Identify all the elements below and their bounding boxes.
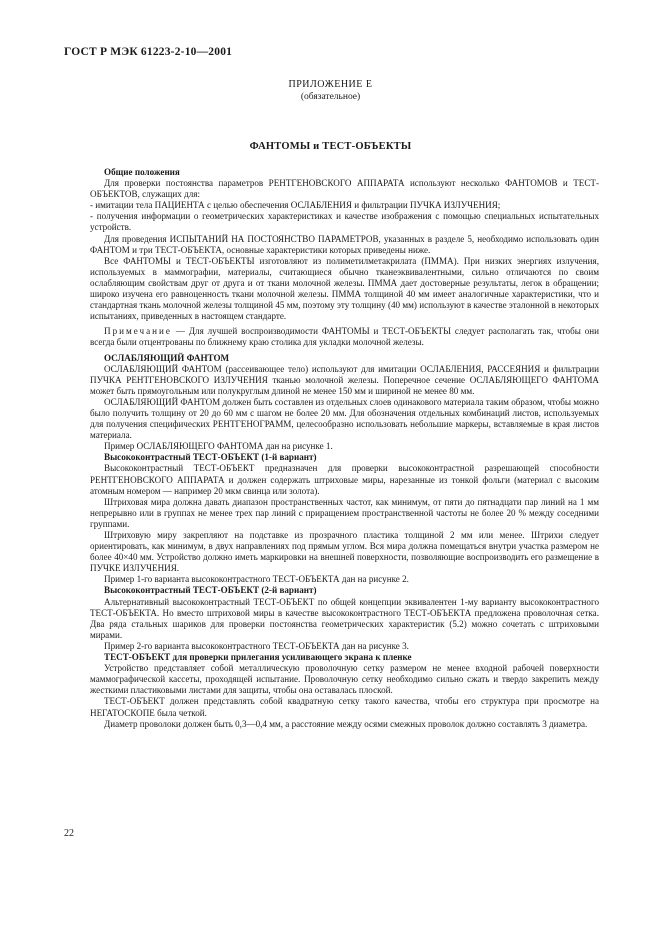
paragraph: Пример ОСЛАБЛЯЮЩЕГО ФАНТОМА дан на рисунке 1. (104, 441, 333, 452)
note-text: — Для лучшей воспроизводимости ФАНТОМЫ и ТЕСТ-ОБЪЕКТЫ следует располагать так, чтобы они всегда были отцентрованы по ближнему краю столика для укладки молочной железы. (90, 326, 599, 348)
general-heading: Общие положения (104, 167, 180, 177)
paragraph: Высококонтрастный ТЕСТ-ОБЪЕКТ предназначен для проверки высококонтрастной разрешающей способности РЕНТГЕНОВСКОГО АППАРАТА и должен содержать штриховые миры, нарезанные из тонкой фольги (материал с высоким атомным номером — например 20 мкм свинца или золота). (90, 463, 599, 496)
high-contrast-1-heading: Высококонтрастный ТЕСТ-ОБЪЕКТ (1-й вариант) (104, 452, 317, 463)
paragraph: Устройство представляет собой металлическую проволочную сетку размером не менее входной рабочей поверхности маммографической кассеты, проходящей испытание. Проволочную сетку необходимо сильно сжать и твердо закрепить между жесткими пластиковыми листами для защиты, чтобы она оставалась плоской. (90, 663, 599, 696)
paragraph: Штриховая мира должна давать диапазон пространственных частот, как минимум, от пяти до пятнадцати пар линий на 1 мм непрерывно или в группах не менее трех пар линий с приращением пространственной частоты не более 20 % между соседними группами. (90, 496, 599, 529)
screen-contact-heading: ТЕСТ-ОБЪЕКТ для проверки прилегания усиливающего экрана к пленке (104, 652, 412, 663)
note-label: Примечание (104, 326, 172, 337)
document-header: ГОСТ Р МЭК 61223-2-10—2001 (64, 46, 233, 58)
page-number: 22 (64, 828, 74, 839)
high-contrast-2-heading: Высококонтрастный ТЕСТ-ОБЪЕКТ (2-й вариант) (104, 585, 317, 596)
document-body (90, 167, 599, 730)
appendix-title: ПРИЛОЖЕНИЕ Е (288, 79, 373, 90)
paragraph: Пример 1-го варианта высококонтрастного ТЕСТ-ОБЪЕКТА дан на рисунке 2. (104, 574, 409, 585)
paragraph: Альтернативный высококонтрастный ТЕСТ-ОБЪЕКТ по общей концепции эквивалентен 1-му варианту высококонтрастного ТЕСТ-ОБЪЕКТА. Но вместо штриховой миры в качестве высококонтрастного ТЕСТ-ОБЪЕКТА предложена проволочная сетка. Два ряда стальных шариков для проверки постоянства геометрических характеристик (5.2) можно сочетать с штриховыми мирами. (90, 596, 599, 640)
paragraph: ТЕСТ-ОБЪЕКТ должен представлять собой квадратную сетку такого качества, чтобы его структура при просмотре на НЕГАТОСКОПЕ была четкой. (90, 696, 599, 718)
paragraph: Для проверки постоянства параметров РЕНТГЕНОВСКОГО АППАРАТА используют несколько ФАНТОМОВ и ТЕСТ-ОБЪЕКТОВ, служащих для: (90, 178, 599, 200)
paragraph: ОСЛАБЛЯЮЩИЙ ФАНТОМ должен быть составлен из отдельных слоев одинакового материала таким образом, чтобы можно было получить толщину от 20 до 60 мм с шагом не более 20 мм. Для обозначения отдельных комбинаций листов, используемых для получения специфических РЕНТГЕНОГРАММ, целесообразно использовать небольшие маркеры, вставляемые в края листов материала. (90, 396, 599, 441)
paragraph: Диаметр проволоки должен быть 0,3—0,4 мм, а расстояние между осями смежных проволок должно составлять 3 диаметра. (104, 718, 588, 729)
paragraph: Все ФАНТОМЫ и ТЕСТ-ОБЪЕКТЫ изготовляют из полиметилметакрилата (ПММА). При низких энергиях излучения, используемых в маммографии, материалы, считающиеся обычно тканеэквивалентными, сильно отличаются по своим ослабляющим свойствам друг от друга и от ткани молочной железы. ПММА дает достоверные результаты, легок в обращении; широко изучена его равноценность ткани молочной железы. ПММА толщиной 40 мм имеет аналогичные характеристики, что и стандартная ткань молочной железы толщиной 45 мм, поэтому эту толщину (40 мм) используют в качестве эталонной в некоторых испытаниях, приведенных в настоящем стандарте. (90, 255, 599, 322)
paragraph: Для проведения ИСПЫТАНИЙ НА ПОСТОЯНСТВО ПАРАМЕТРОВ, указанных в разделе 5, необходимо использовать один ФАНТОМ и три ТЕСТ-ОБЪЕКТА, основные характеристики которых приведены ниже. (90, 233, 599, 255)
section-title: ФАНТОМЫ и ТЕСТ-ОБЪЕКТЫ (249, 141, 412, 152)
paragraph: Пример 2-го варианта высококонтрастного ТЕСТ-ОБЪЕКТА дан на рисунке 3. (104, 640, 409, 651)
note (90, 326, 599, 348)
paragraph: Штриховую миру закрепляют на подставке из прозрачного пластика толщиной 2 мм или менее. Штрихи следует ориентировать, как минимум, в двух направлениях под прямым углом. Вся мира должна помещаться внутри участка размером не более 40×40 мм. Устройство должно иметь маркировки на внешней поверхности, позволяющие воспроизводить его размещение в ПУЧКЕ ИЗЛУЧЕНИЯ. (90, 530, 599, 574)
paragraph: ОСЛАБЛЯЮЩИЙ ФАНТОМ (рассеивающее тело) используют для имитации ОСЛАБЛЕНИЯ, РАССЕЯНИЯ и фильтрации ПУЧКА РЕНТГЕНОВСКОГО ИЗЛУЧЕНИЯ тканью молочной железы. Поперечное сечение ОСЛАБЛЯЮЩЕГО ФАНТОМА может быть прямоугольным или полукруглым длиной не менее 150 мм и шириной не менее 80 мм. (90, 363, 599, 396)
list-item: - имитации тела ПАЦИЕНТА с целью обеспечения ОСЛАБЛЕНИЯ и фильтрации ПУЧКА ИЗЛУЧЕНИЯ; (90, 200, 501, 211)
attenuating-phantom-heading: ОСЛАБЛЯЮЩИЙ ФАНТОМ (104, 352, 230, 363)
list-item: - получения информации о геометрических характеристиках и качестве изображения с помощью специальных испытательных устройств. (90, 211, 599, 233)
appendix-status: (обязательное) (300, 92, 361, 102)
